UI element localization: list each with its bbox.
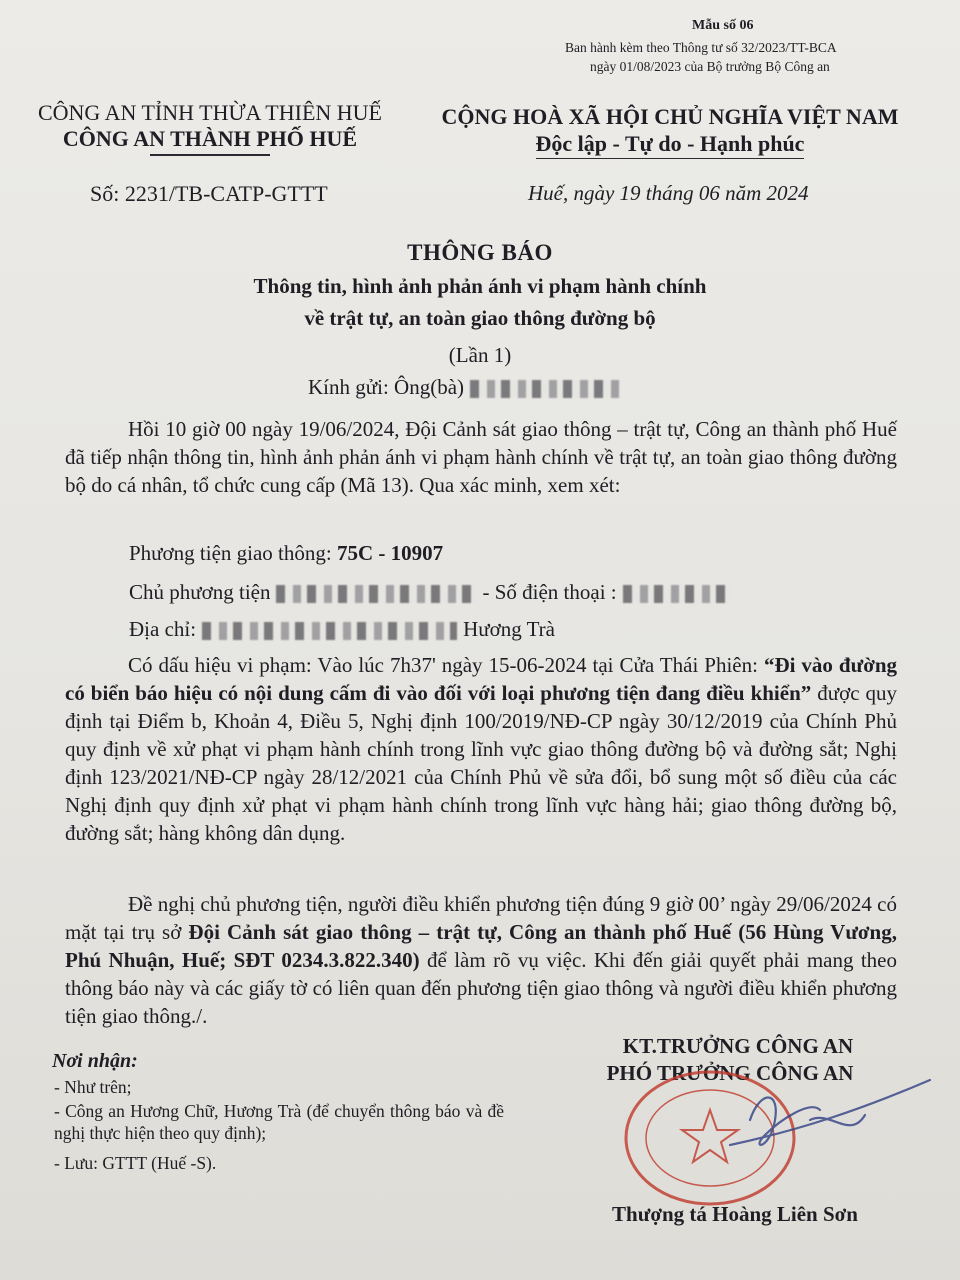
recipient-line <box>308 375 626 400</box>
violation-legal-basis: được quy định tại Điểm b, Khoản 4, Điều 5, Nghị định 100/2019/NĐ-CP ngày 30/12/2019 của Chính Phủ quy định về xử phạt vi phạm hành chính trong lĩnh vực giao thông đường bộ và đường sắt; Nghị định 123/2021/NĐ-CP ngày 28/12/2021 của Chính Phủ về sửa đổi, bổ sung một số điều của các Nghị định quy định xử phạt vi phạm hành chính trong lĩnh vực hàng hải; giao thông đường bộ, đường sắt; hàng không dân dụng. <box>65 681 897 845</box>
signer-name: Thượng tá Hoàng Liên Sơn <box>612 1202 858 1226</box>
form-issued-line-1: Ban hành kèm theo Thông tư số 32/2023/TT-BCA <box>565 40 837 55</box>
handwritten-signature-icon <box>690 1050 940 1180</box>
paragraph-request <box>65 890 897 1030</box>
redacted-owner-name <box>276 585 476 603</box>
request-lead: Đề nghị chủ phương tiện, người điều khiển phương tiện đúng 9 giờ 00’ ngày 29/06/2024 có mặt tại trụ sở <box>65 892 897 944</box>
place-date: Huế, ngày 19 tháng 06 năm 2024 <box>528 181 809 205</box>
violation-lead: Có dấu hiệu vi phạm: Vào lúc 7h37' ngày 15-06-2024 tại Cửa Thái Phiên: <box>128 653 764 677</box>
owner-label: Chủ phương tiện <box>129 580 271 604</box>
recipients-title: Nơi nhận: <box>52 1050 138 1072</box>
national-header <box>420 104 920 159</box>
vehicle-line <box>129 539 443 567</box>
document-number: Số: 2231/TB-CATP-GTTT <box>90 181 328 206</box>
agency-name: CÔNG AN THÀNH PHỐ HUẾ <box>62 126 358 151</box>
phone-label: - Số điện thoại : <box>482 580 617 604</box>
form-issued-line-2: ngày 01/08/2023 của Bộ trưởng Bộ Công an <box>590 59 830 74</box>
request-rest: để làm rõ vụ việc. Khi đến giải quyết phải mang theo thông báo này và các giấy tờ có liên quan đến phương tiện giao thông và người điều khiển phương tiện giao thông./. <box>65 948 898 1028</box>
attempt-number: (Lần 1) <box>448 343 512 367</box>
form-number: Mẫu số 06 <box>692 18 754 33</box>
signature-title-1: KT.TRƯỞNG CÔNG AN <box>622 1034 854 1058</box>
document-title: THÔNG BÁO <box>407 240 553 265</box>
recipient-label: Kính gửi: Ông(bà) <box>308 375 465 399</box>
recipient-item: - Như trên; <box>54 1077 132 1097</box>
agency-underline <box>150 154 270 156</box>
paragraph-intake: Hồi 10 giờ 00 ngày 19/06/2024, Đội Cảnh sát giao thông – trật tự, Công an thành phố Huế đã tiếp nhận thông tin, hình ảnh phản ánh vi phạm hành chính về trật tự, an toàn giao thông đường bộ do cá nhân, tổ chức cung cấp (Mã 13). Qua xác minh, xem xét: <box>65 417 897 497</box>
address-label: Địa chỉ: <box>129 617 197 641</box>
recipient-item: - Lưu: GTTT (Huế -S). <box>54 1153 217 1173</box>
document-subtitle-2: về trật tự, an toàn giao thông đường bộ <box>304 306 656 330</box>
paragraph-violation <box>65 651 897 847</box>
issuing-agency <box>20 100 400 156</box>
recipient-item: - Công an Hương Chữ, Hương Trà (để chuyển thông báo và đề nghị thực hiện theo quy định); <box>54 1101 504 1143</box>
address-tail: Hương Trà <box>463 617 555 641</box>
request-office: Đội Cảnh sát giao thông – trật tự, Công an thành phố Huế (56 Hùng Vương, Phú Nhuận, Huế; SĐT 0234.3.822.340) <box>65 920 897 972</box>
agency-parent: CÔNG AN TỈNH THỪA THIÊN HUẾ <box>37 100 382 125</box>
redacted-address <box>202 622 457 640</box>
violation-description: “Đi vào đường có biển báo hiệu có nội dung cấm đi vào đối với loại phương tiện đang điều khiển” <box>65 653 897 705</box>
address-line <box>129 615 555 643</box>
vehicle-plate: 75C - 10907 <box>336 541 444 565</box>
owner-line <box>129 578 739 606</box>
vehicle-label: Phương tiện giao thông: <box>129 541 337 565</box>
national-title: CỘNG HOÀ XÃ HỘI CHỦ NGHĨA VIỆT NAM <box>441 104 899 129</box>
signature-title-2: PHÓ TRƯỞNG CÔNG AN <box>606 1061 854 1085</box>
document-subtitle-1: Thông tin, hình ảnh phản ánh vi phạm hành chính <box>253 274 707 298</box>
redacted-phone <box>623 585 733 603</box>
redacted-recipient-name <box>470 380 620 398</box>
national-motto: Độc lập - Tự do - Hạnh phúc <box>536 130 805 159</box>
